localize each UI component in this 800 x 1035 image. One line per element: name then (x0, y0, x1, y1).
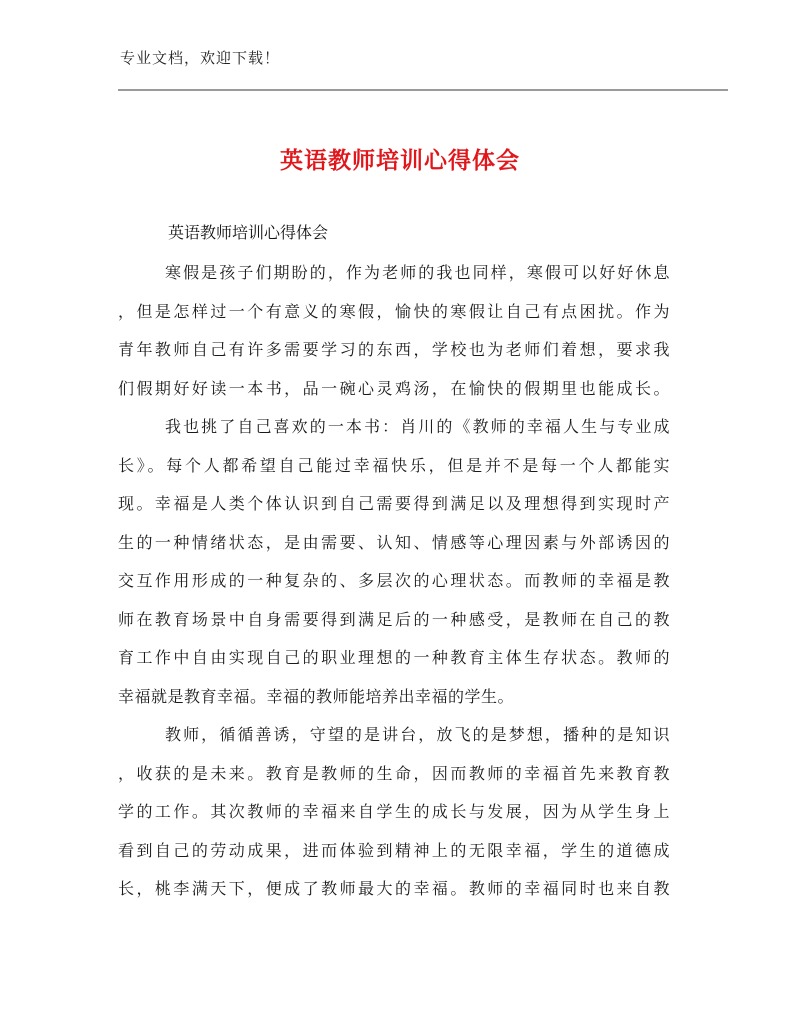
paragraph-2 (118, 408, 670, 716)
paragraph-line: 教师，循循善诱，守望的是讲台，放飞的是梦想，播种的是知识 (165, 725, 670, 744)
paragraph-line: ，收获的是未来。教育是教师的生命，因而教师的幸福首先来教育教 (118, 763, 670, 783)
paragraph-line: 我也挑了自己喜欢的一本书：肖川的《教师的幸福人生与专业成 (165, 417, 670, 436)
paragraph-line: 看到自己的劳动成果，进而体验到精神上的无限幸福，学生的道德成 (118, 840, 670, 860)
paragraph-1 (118, 254, 670, 408)
paragraph-line: 长》。每个人都希望自己能过幸福快乐，但是并不是每一个人都能实 (118, 455, 670, 475)
paragraph-line: 长，桃李满天下，便成了教师最大的幸福。教师的幸福同时也来自教 (118, 879, 670, 898)
header-text: 专业文档，欢迎下载！ (120, 49, 281, 67)
document-subtitle: 英语教师培训心得体会 (168, 223, 329, 242)
paragraph-line: ，但是怎样过一个有意义的寒假，愉快的寒假让自己有点困扰。作为 (118, 301, 670, 321)
paragraph-line: 寒假是孩子们期盼的，作为老师的我也同样，寒假可以好好休息 (165, 263, 670, 282)
paragraph-line: 师在教育场景中自身需要得到满足后的一种感受，是教师在自己的教 (118, 609, 670, 629)
paragraph-3 (118, 716, 670, 909)
document-title: 英语教师培训心得体会 (280, 148, 520, 174)
paragraph-line: 生的一种情绪状态，是由需要、认知、情感等心理因素与外部诱因的 (118, 532, 670, 552)
paragraph-line: 青年教师自己有许多需要学习的东西，学校也为老师们着想，要求我 (118, 340, 670, 359)
paragraph-line: 学的工作。其次教师的幸福来自学生的成长与发展，因为从学生身上 (118, 802, 670, 821)
paragraph-line: 们假期好好读一本书，品一碗心灵鸡汤，在愉快的假期里也能成长。 (118, 378, 670, 398)
paragraph-line: 育工作中自由实现自己的职业理想的一种教育主体生存状态。教师的 (118, 648, 670, 667)
paragraph-line: 幸福就是教育幸福。幸福的教师能培养出幸福的学生。 (118, 686, 515, 706)
paragraph-line: 现。幸福是人类个体认识到自己需要得到满足以及理想得到实现时产 (118, 494, 670, 513)
header-divider (118, 89, 728, 91)
paragraph-line: 交互作用形成的一种复杂的、多层次的心理状态。而教师的幸福是教 (118, 571, 670, 590)
document-body (118, 254, 670, 909)
